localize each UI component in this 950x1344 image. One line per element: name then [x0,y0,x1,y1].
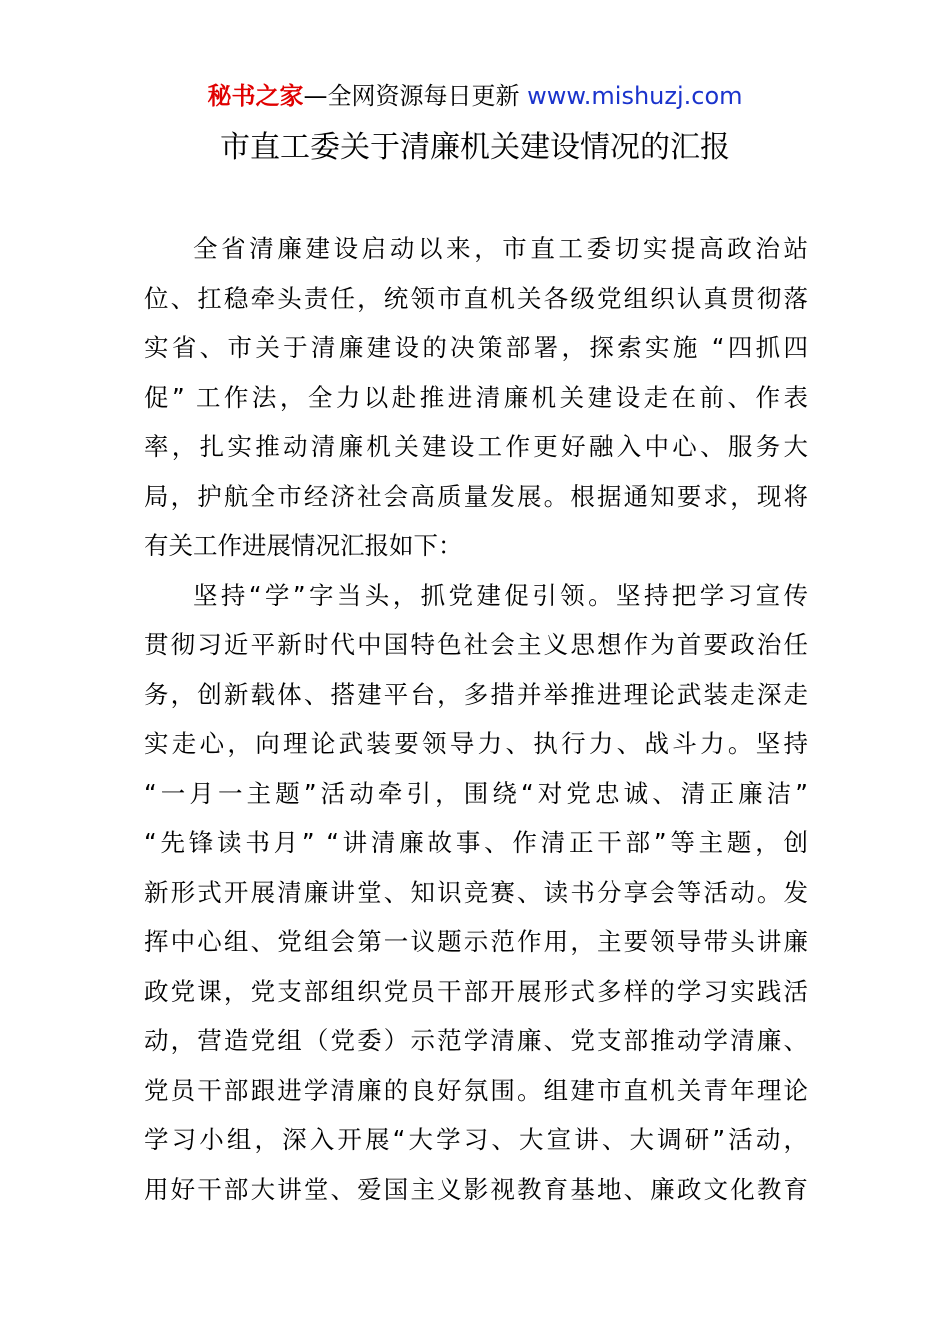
paragraph-line: 坚持“学”字当头，抓党建促引领。坚持把学习宣传 [193,580,808,610]
paragraph-line: 政党课，党支部组织党员干部开展形式多样的学习实践活 [144,976,808,1006]
paragraph-line: 实省、市关于清廉建设的决策部署，探索实施 “四抓四 [144,333,808,362]
document-body [144,224,808,1214]
paragraph-line: 动，营造党组（党委）示范学清廉、党支部推动学清廉、 [144,1026,808,1055]
paragraph-line: 贯彻习近平新时代中国特色社会主义思想作为首要政治任 [144,630,808,659]
paragraph-line: 新形式开展清廉讲堂、知识竞赛、读书分享会等活动。发 [144,877,808,907]
paragraph-line: 党员干部跟进学清廉的良好氛围。组建市直机关青年理论 [144,1075,808,1105]
paragraph-line: 挥中心组、党组会第一议题示范作用，主要领导带头讲廉 [144,927,808,956]
website-url[interactable]: www.mishuzj.com [527,82,743,110]
paragraph-line: 全省清廉建设启动以来，市直工委切实提高政治站 [193,234,808,263]
paragraph-line: 位、扛稳牵头责任，统领市直机关各级党组织认真贯彻落 [144,283,808,313]
paragraph-line: 务，创新载体、搭建平台，多措并举推进理论武装走深走 [144,679,808,709]
paragraph-line: “一月一主题”活动牵引，围绕“对党忠诚、清正廉洁” [144,778,808,808]
paragraph-line: 学习小组，深入开展“大学习、大宣讲、大调研”活动， [144,1125,808,1154]
brand-name: 秘书之家 [207,82,304,110]
paragraph-line: 局，护航全市经济社会高质量发展。根据通知要求，现将 [144,481,808,511]
paragraph-line: 率，扎实推动清廉机关建设工作更好融入中心、服务大 [144,432,808,461]
paragraph-line: 有关工作进展情况汇报如下： [144,531,463,560]
paragraph-line: 促” 工作法，全力以赴推进清廉机关建设走在前、作表 [144,382,808,412]
document-title: 市直工委关于清廉机关建设情况的汇报 [220,130,730,165]
paragraph-line: “先锋读书月” “讲清廉故事、作清正干部”等主题，创 [144,828,808,857]
paragraph-line: 用好干部大讲堂、爱国主义影视教育基地、廉政文化教育 [144,1174,808,1204]
paragraph-line: 实走心，向理论武装要领导力、执行力、战斗力。坚持 [144,729,808,758]
header-tagline: —全网资源每日更新 [303,82,528,110]
site-header [0,80,950,112]
